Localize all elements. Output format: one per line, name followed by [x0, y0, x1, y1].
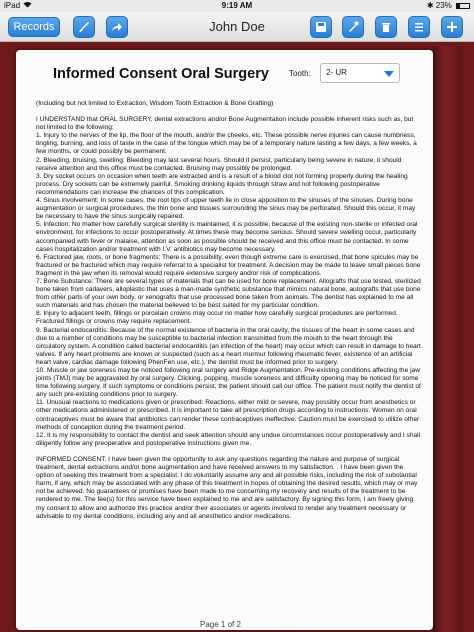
patient-name-title: John Doe — [209, 19, 265, 34]
tooth-label: Tooth: — [289, 69, 311, 78]
risk-item: 2. Bleeding, bruising, swelling: Bleeding may last several hours. Should it persist, particularly being severe in nature, it should receive attention and this office must be contacted. Bruising may possibly be prolonged. — [36, 156, 402, 172]
battery-percent: 23% — [435, 1, 452, 10]
risk-list — [36, 116, 421, 448]
risk-item: 4. Sinus involvement: In some cases, the root tips of upper teeth lie in close apposition to the sinuses of the sinuses. During bone augmentation or surgical procedures, the thin bone and tissues surrounding the sinus may be perforated. Should this occur, it may be necessary to have the sinus surgically repaired. — [36, 197, 416, 221]
trash-icon[interactable] — [375, 16, 397, 38]
records-button[interactable]: Records — [8, 17, 60, 37]
status-bar — [0, 0, 474, 12]
consent-paragraph: INFORMED CONSENT: I have been given the opportunity to ask any questions regarding the nature and purpose of surgical treatment, dental extractions and/or bone augmentation and have received answers to my satisfaction. . I have been given the option of seeking this treatment from a specialist. I do voluntarily assume any and all possible risks, including the risk of substantial harm, if any, which may be associated with any phase of this treatment in hopes of obtaining the desired results, which may or may not be achieved. No guarantees or promises have been made to me concerning my recovery and results of the treatment to be rendered to me. The fee(s) for this service have been explained to me and are satisfactory. By signing this form, I am freely giving my consent to allow and authorize this practice and/or their associates or agents involved to render any treatment necessary or advisable to my dental conditions, including any and all anesthetics and/or medications. — [36, 455, 418, 520]
page-indicator: Page 1 of 2 — [200, 620, 241, 629]
tooth-select-value: 2- UR — [326, 68, 347, 77]
risk-item: 9. Bacterial endocarditis: Because of the normal existence of bacteria in the oral cavity, the tissues of the heart in some cases and due to a number of conditions may be susceptible to bacterial infection transmitted from the mouth to the heart through the circulatory system. A condition called bacterial endocarditis (an infection of the heart) may occur which can result in damage to heart valves. If any heart problems are known or suspected (such as a heart murmur following rheumatic fever, existence of an artificial heart valve, cardiac damage following PhenFen use, etc.), the dentist must be informed prior to surgery. — [36, 326, 421, 366]
carrier-label: iPad — [4, 1, 21, 10]
form-body — [36, 100, 421, 529]
risk-item: 1. Injury to the nerves of the lip, the floor of the mouth, and/or the cheeks, etc. These possible nerve injuries can cause numbness, tingling, burning, and loss of taste in the case of the tongue which may be of a temporary nature lasting a few days, a few weeks, a few months, or could possibly be permanent. — [36, 132, 417, 156]
risk-item: 6. Fractured jaw, roots, or bone fragments: There is a possibility, even though extreme care is exercised, that bone spicules may be fractured or be fractured which may require referral to a specialist for treatment. A decision may be made to leave small pieces bone fragment in the jaw when its removal would require extensive surgery and/or risk of complications. — [36, 253, 421, 277]
risk-item: 11. Unusual reactions to medications given or prescribed: Reactions, either mild or severe, may possibly occur from anesthetics or other medications administered or prescribed. It is important to take all prescription drugs according to instructions. Women on oral contraceptives must be aware that antibiotics can render these contraceptives ineffective. Caution must be exercised to utilize other methods of conception during the treatment period. — [36, 399, 420, 431]
chevron-down-icon — [384, 71, 394, 77]
battery-icon — [456, 3, 470, 9]
risk-item: 7. Bone Substance: There are several types of materials that can be used for bone replacement. Allografts that use tested, sterilized bone taken from cadavers, alloplastic that uses a man-made synthetic substance that mimics natural bone, autografts that use bone from other parts of your own body, or xenografts that use processed bone taken from animals. The dentist has explained to me all such materials and has chosen the material believed to be best suited for my particular condition. — [36, 277, 421, 310]
bluetooth-icon: ✱ — [426, 1, 434, 10]
save-icon[interactable] — [310, 16, 332, 38]
risk-item: 10. Muscle or jaw soreness may be noticed following oral surgery and Ridge Augmentation. Pre-existing conditions affecting the jaw joints (TMJ) may be aggravated by oral surgery. Clicking, popping, muscle soreness and difficulty opening may be noticed for some time following surgery. If such symptoms or conditions persist, the patient should call our office. The patient must notify the dentist of any such pre-existing conditions prior to surgery. — [36, 367, 421, 399]
next-page-arrow-icon[interactable]: → — [285, 620, 293, 629]
page-edge — [433, 46, 463, 632]
clock: 9:19 AM — [221, 1, 253, 10]
navigation-bar — [0, 12, 474, 42]
intro-paragraph: I UNDERSTAND that ORAL SURGERY, dental extractions and/or Bone Augmentation include possible inherent risks such as, but not limited to the following: — [36, 116, 414, 132]
brush-icon[interactable] — [73, 16, 95, 38]
consent-form-page[interactable] — [16, 50, 433, 630]
risk-item: 12. It is my responsibility to contact the dentist and seek attention should any undue circumstances occur postoperatively and I shall diligently follow any preoperative and postoperative instructions given me. — [36, 431, 421, 447]
paint-icon[interactable] — [342, 16, 364, 38]
form-subtitle: (Including but not limited to Extraction, Wisdom Tooth Extraction & Bone Grafting) — [36, 100, 274, 107]
form-title: Informed Consent Oral Surgery — [53, 66, 269, 82]
risk-item: 8. Injury to adjacent teeth, fillings or porcelain crowns may occur no matter how carefully surgical procedures are performed. Fractured fillings or crowns may require replacement. — [36, 310, 398, 326]
tooth-select[interactable] — [320, 63, 400, 83]
add-icon[interactable] — [441, 16, 463, 38]
list-icon[interactable] — [408, 16, 430, 38]
battery-indicator — [427, 0, 470, 12]
share-icon[interactable] — [106, 16, 128, 38]
risk-item: 3. Dry socket occurs on occasion when teeth are extracted and is a result of a blood clot not forming properly during the healing process. Dry sockets can be extremely painful. Smoking drinking liquids through straw and not following postoperative recommendations can increase the chances of this complication. — [36, 172, 408, 196]
risk-item: 5. Infection: No matter how carefully surgical sterility is maintained, it is possible, because of the existing non-sterile or infected oral environment, for infections to occur postoperatively. At times these may become serious. Should severe swelling occur, particularly accompanied with fever or malaise, attention as soon as possible should be received and this office must be contacted. In some cases hospitalization and/or treatment with I.V. antibiotics may become necessary. — [36, 221, 418, 253]
